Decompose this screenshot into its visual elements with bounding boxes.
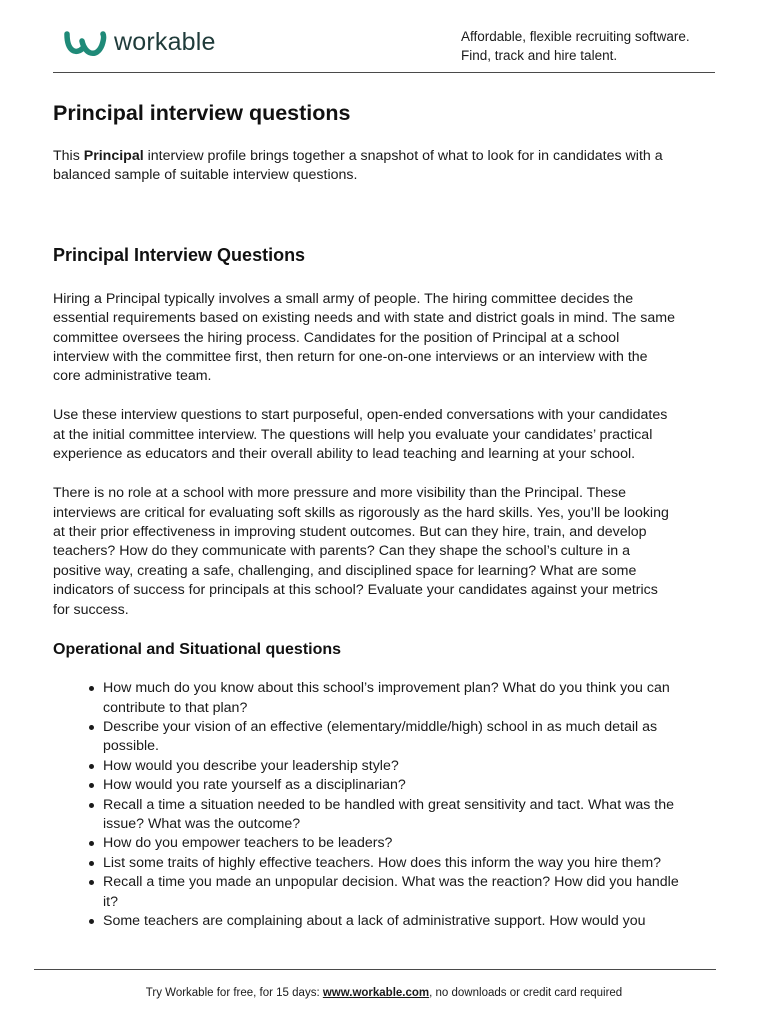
question-text: List some traits of highly effective teachers. How does this inform the way you hire them? [103,854,662,871]
p2-line: Use these interview questions to start purposeful, open-ended conversations with your candidates [53,407,668,424]
question-list [53,679,718,931]
question-text: Some teachers are complaining about a lack of administrative support. How would you [103,912,646,929]
question-text: possible. [103,738,159,755]
bullet-icon [89,686,94,691]
question-text: How do you empower teachers to be leaders? [103,835,393,852]
p1-line: committee oversees the hiring process. Candidates for the position of Principal at a school [53,329,620,346]
list-item [53,757,718,776]
intro-bold: Principal [83,148,144,164]
bullet-icon [89,803,94,808]
paragraph-2 [53,406,718,464]
list-item [53,873,718,912]
paragraph-1 [53,290,718,387]
intro-paragraph [53,147,718,186]
question-text: issue? What was the outcome? [103,815,301,832]
header-tagline [461,27,690,65]
workable-logo[interactable] [64,30,216,59]
section-heading: Principal Interview Questions [53,244,306,265]
question-text: Recall a time you made an unpopular decision. What was the reaction? How did you handle [103,874,679,891]
footer-divider [34,969,716,970]
p1-line: essential requirements based on existing needs and with state and district goals in mind. The same [53,310,675,327]
p2-line: at the initial committee interview. The questions will help you evaluate your candidates’ practical [53,426,653,443]
p1-line: core administrative team. [53,368,212,385]
p1-line: interview with the committee first, then return for one-on-one interviews or an interview with the [53,349,648,366]
p3-line: for success. [53,601,129,618]
tagline-line-2: Find, track and hire talent. [461,48,618,63]
question-text: Describe your vision of an effective (elementary/middle/high) school in as much detail as [103,718,658,735]
bullet-icon [89,880,94,885]
intro-line-2: balanced sample of suitable interview questions. [53,167,358,184]
paragraph-3 [53,484,718,620]
question-text: How would you describe your leadership style? [103,757,399,774]
question-text: Recall a time a situation needed to be handled with great sensitivity and tact. What was the [103,796,674,813]
intro-prefix: This [53,148,84,164]
question-text: How much do you know about this school’s improvement plan? What do you think you can [103,680,670,697]
bullet-icon [89,783,94,788]
p2-line: experience as educators and their overall ability to lead teaching and learning at your school. [53,446,636,463]
bullet-icon [89,861,94,866]
list-item [53,912,718,931]
brand-name: workable [114,28,216,56]
list-item [53,776,718,795]
list-item [53,718,718,757]
bullet-icon [89,725,94,730]
p3-line: There is no role at a school with more pressure and more visibility than the Principal. These [53,485,627,502]
intro-line-1-rest: interview profile brings together a snapshot of what to look for in candidates with a [143,148,663,164]
tagline-line-1: Affordable, flexible recruiting software. [461,29,690,44]
question-text: it? [103,893,118,910]
list-item [53,796,718,835]
footer-link[interactable]: www.workable.com [322,987,430,999]
page-header [0,0,768,74]
p3-line: positive way, creating a safe, challenging, and disciplined space for learning? What are some [53,562,637,579]
footer-suffix: , no downloads or credit card required [429,987,623,999]
p3-line: at their prior effectiveness in improving student outcomes. But can they hire, train, and develop [53,524,647,541]
p1-line: Hiring a Principal typically involves a small army of people. The hiring committee decides the [53,290,634,307]
list-item [53,834,718,853]
subheading: Operational and Situational questions [53,641,342,659]
p3-line: teachers? How do they communicate with parents? Can they shape the school’s culture in a [53,543,631,560]
question-text: How would you rate yourself as a disciplinarian? [103,777,406,794]
question-text: contribute to that plan? [103,699,248,716]
page-title: Principal interview questions [53,101,351,125]
bullet-icon [89,841,94,846]
workable-logo-icon [64,31,108,59]
p3-line: interviews are critical for evaluating soft skills as rigorously as the hard skills. Yes, you’ll be looking [53,504,669,521]
header-divider [53,72,715,73]
list-item [53,854,718,873]
footer-prefix: Try Workable for free, for 15 days: [145,987,323,999]
document-body [53,96,718,931]
bullet-icon [89,764,94,769]
page-footer [0,987,768,999]
bullet-icon [89,919,94,924]
p3-line: indicators of success for principals at this school? Evaluate your candidates against your metrics [53,582,658,599]
list-item [53,679,718,718]
